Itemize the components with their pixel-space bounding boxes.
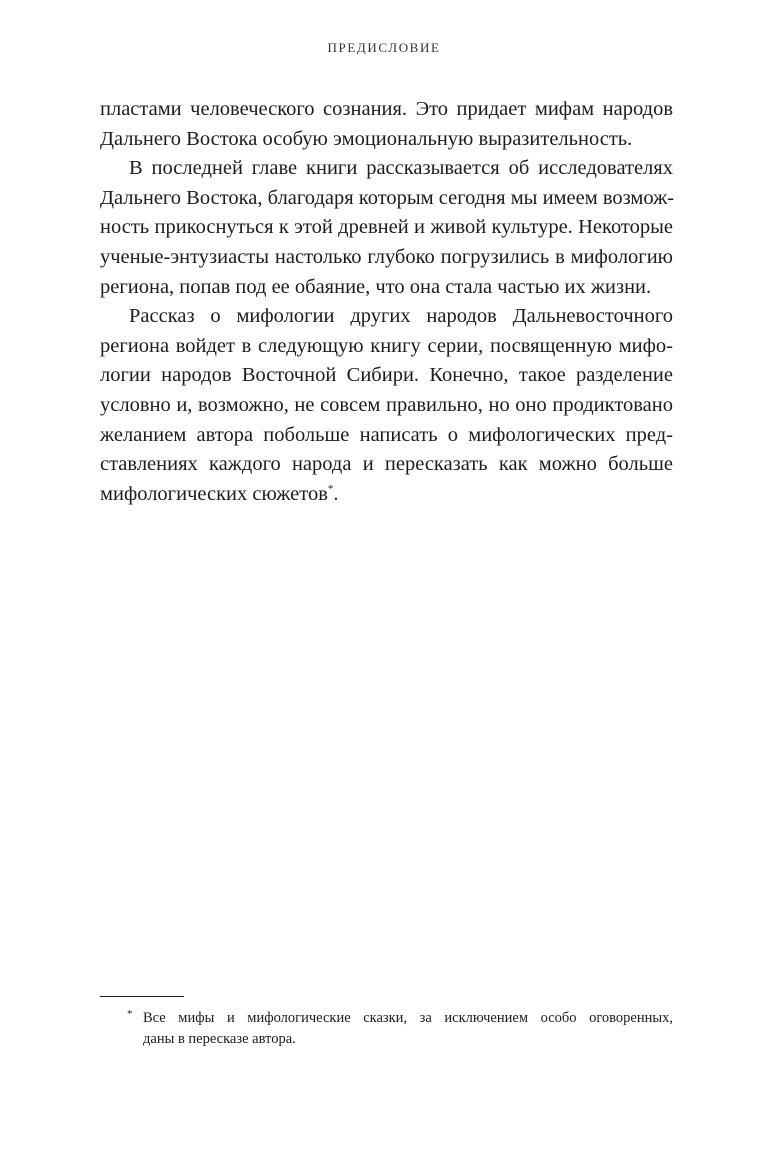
text-line: ставлениях каждого народа и пересказать как можно больше (100, 453, 673, 476)
footnote-line: даны в пересказе автора. (143, 1031, 296, 1047)
text-line: Рассказ о мифологии других народов Дальневосточного (129, 305, 673, 328)
footnote-reference[interactable]: * (327, 482, 334, 495)
footnote (127, 1008, 673, 1050)
text-line-content: мифологических сюжетов (100, 482, 328, 505)
text-line: региона войдет в следующую книгу серии, посвященную мифо- (100, 334, 673, 357)
text-line: В последней главе книги рассказывается об исследователях (129, 157, 673, 180)
footnote-line: Все мифы и мифологические сказки, за исключением особо оговоренных, (143, 1010, 673, 1026)
text-line: ность прикоснуться к этой древней и живой культуре. Некоторые (100, 216, 673, 239)
text-line-last (100, 480, 673, 510)
text-line: пластами человеческого сознания. Это придает мифам народов (100, 98, 673, 120)
text-line: логии народов Восточной Сибири. Конечно, такое разделение (100, 364, 673, 387)
text-line: желанием автора побольше написать о мифологических пред- (100, 423, 673, 446)
text-line: региона, попав под ее обаяние, что она стала частью их жизни. (100, 275, 652, 298)
footnote-mark: * (127, 1008, 133, 1020)
text-line: условно и, возможно, не совсем правильно, но оно продиктовано (100, 393, 673, 416)
text-line: Дальнего Востока особую эмоциональную выразительность. (100, 127, 633, 150)
footnote-divider (100, 996, 184, 997)
text-line: ученые-энтузиасты настолько глубоко погрузились в мифологию (100, 245, 673, 268)
running-head: ПРЕДИСЛОВИЕ (327, 40, 441, 55)
sentence-end: . (333, 482, 339, 505)
body-text (100, 95, 673, 509)
text-line: Дальнего Востока, благодаря которым сегодня мы имеем возмож- (100, 186, 675, 209)
